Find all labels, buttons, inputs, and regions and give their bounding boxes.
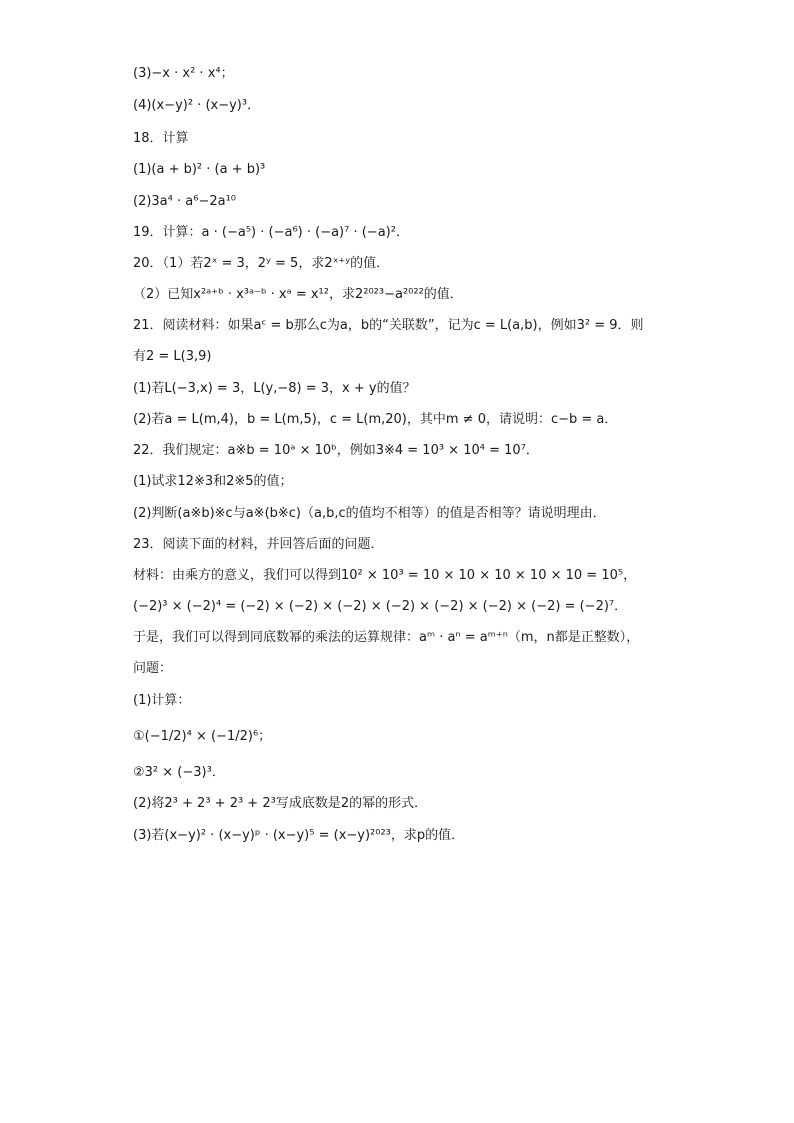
problem-21-material-cont: 有2 = L(3,9) <box>133 349 212 364</box>
problem-23-part-3: (3)若(x−y)² · (x−y)ᵖ · (x−y)⁵ = (x−y)²⁰²³，求p的值． <box>133 828 465 843</box>
problem-20-part-1: 20．（1）若2ˣ = 3，2ʸ = 5，求2ˣ⁺ʸ的值． <box>133 256 390 271</box>
problem-23-heading: 23．阅读下面的材料，并回答后面的问题． <box>133 537 384 552</box>
problem-21-material: 21．阅读材料：如果aᶜ = b那么c为a，b的“关联数”，记为c = L(a,b)，例如3² = 9．则 <box>133 318 644 333</box>
problem-23-material-1: 材料：由乘方的意义，我们可以得到10² × 10³ = 10 × 10 × 10 × 10 × 10 = 10⁵， <box>133 568 637 583</box>
problem-18-heading: 18．计算 <box>133 131 189 146</box>
problem-18-part-1: (1)(a + b)² · (a + b)³ <box>133 162 266 177</box>
problem-18-part-2: (2)3a⁴ · a⁶−2a¹⁰ <box>133 194 236 209</box>
problem-21-part-1: (1)若L(−3,x) = 3，L(y,−8) = 3，x + y的值？ <box>133 381 416 396</box>
problem-23-material-2: (−2)³ × (−2)⁴ = (−2) × (−2) × (−2) × (−2) × (−2) × (−2) × (−2) = (−2)⁷． <box>133 599 628 614</box>
problem-17-part-3: (3)−x · x² · x⁴； <box>133 66 234 81</box>
problem-23-rule: 于是，我们可以得到同底数幂的乘法的运算规律：aᵐ · aⁿ = aᵐ⁺ⁿ（m，n都是正整数）， <box>133 630 640 645</box>
problem-21-part-2: (2)若a = L(m,4)，b = L(m,5)，c = L(m,20)，其中m ≠ 0，请说明：c−b = a． <box>133 412 618 427</box>
problem-19: 19．计算：a · (−a⁵) · (−a⁶) · (−a)⁷ · (−a)²． <box>133 225 409 240</box>
problem-20-part-2: （2）已知x²ᵃ⁺ᵇ · x³ᵃ⁻ᵇ · xᵃ = x¹²，求2²⁰²³−a²⁰²²的值． <box>133 287 463 302</box>
problem-22-definition: 22．我们规定：a※b = 10ᵃ × 10ᵇ，例如3※4 = 10³ × 10⁴ = 10⁷． <box>133 443 539 458</box>
problem-22-part-2: (2)判断(a※b)※c与a※(b※c)（a,b,c的值均不相等）的值是否相等？请说明理由． <box>133 506 606 521</box>
problem-23-part-1-item-2: ②3² × (−3)³． <box>133 765 225 780</box>
problem-23-part-1: (1)计算： <box>133 693 191 708</box>
problem-22-part-1: (1)试求12※3和2※5的值； <box>133 474 293 489</box>
problem-23-question-label: 问题： <box>133 661 173 676</box>
problem-23-part-2: (2)将2³ + 2³ + 2³ + 2³写成底数是2的幂的形式． <box>133 796 428 811</box>
problem-23-part-1-item-1: ①(−1/2)⁴ × (−1/2)⁶； <box>133 729 272 744</box>
problem-17-part-4: (4)(x−y)² · (x−y)³． <box>133 98 261 113</box>
